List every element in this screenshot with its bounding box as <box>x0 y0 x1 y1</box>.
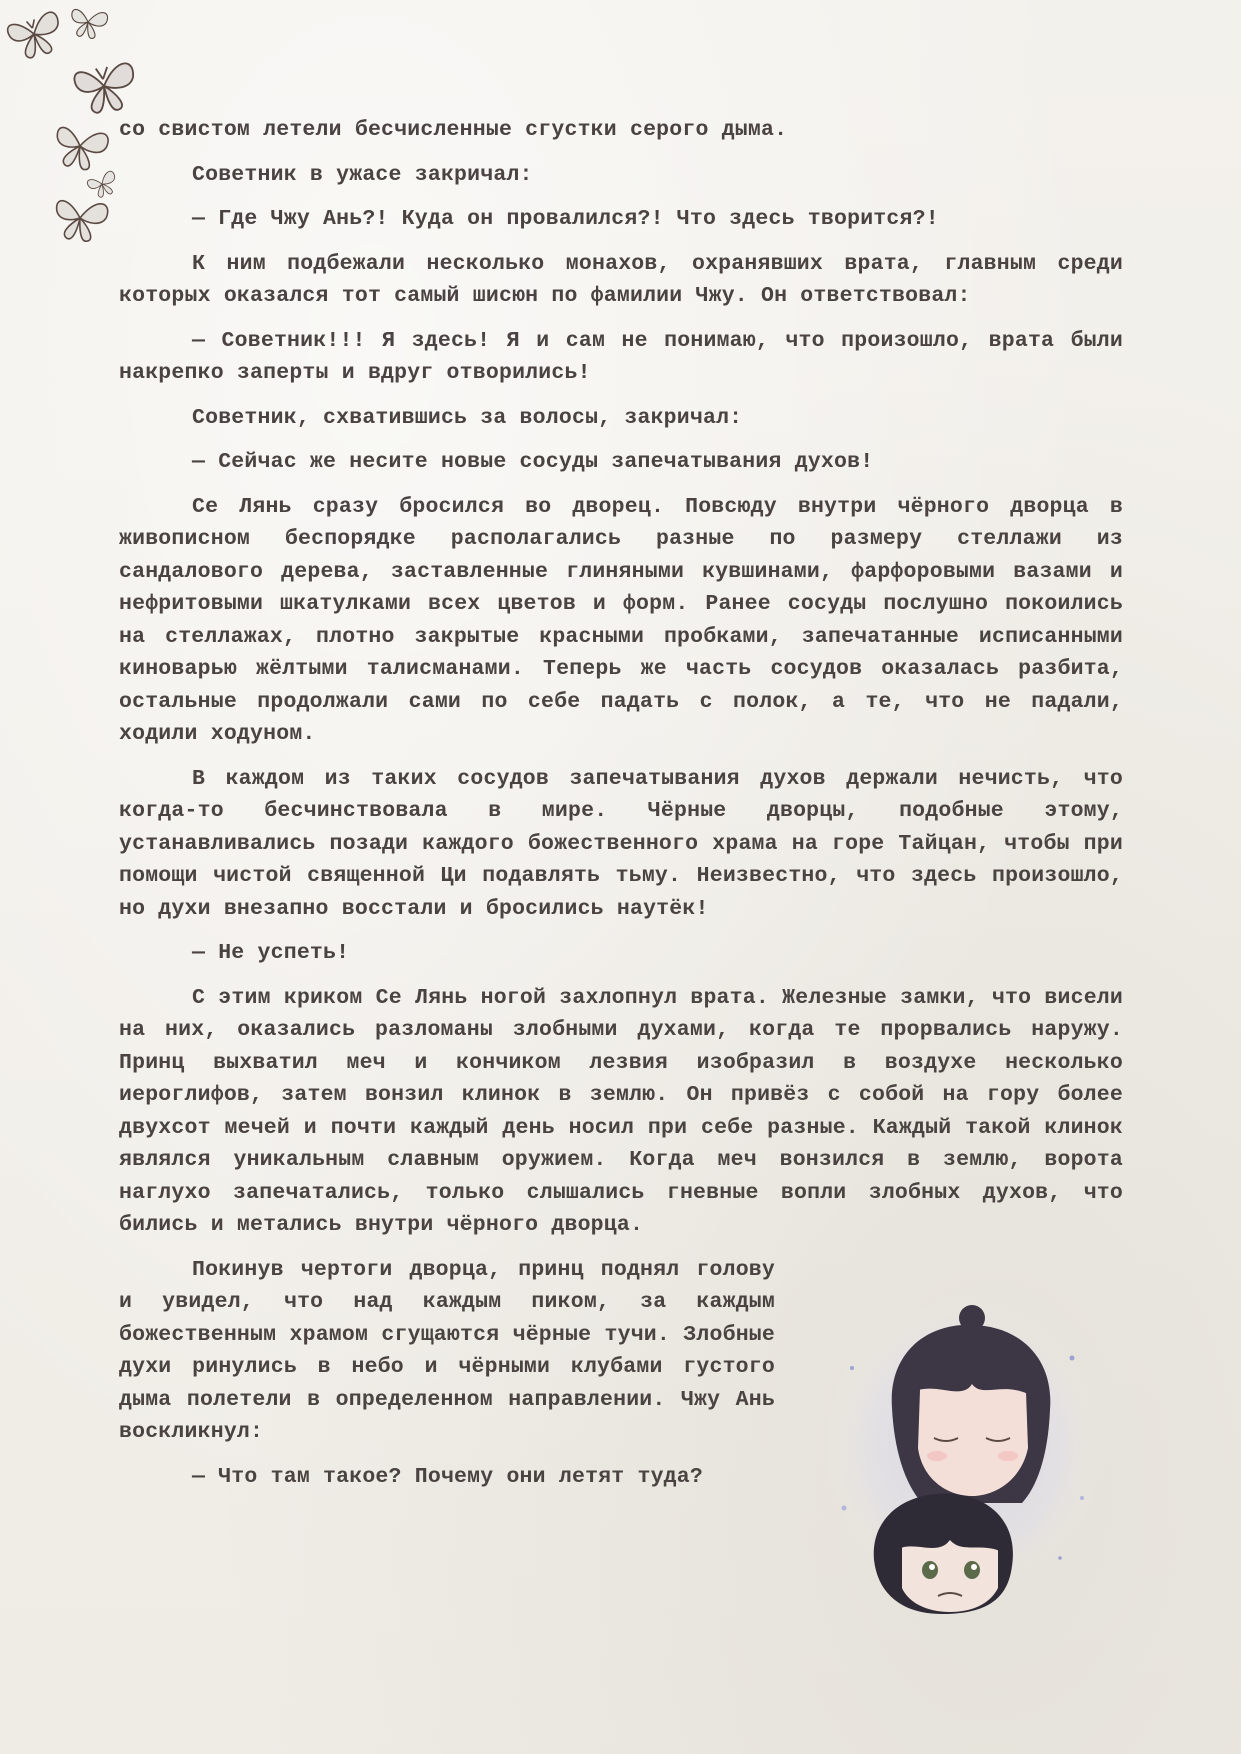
paragraph: К ним подбежали несколько монахов, охранявших врата, главным среди которых оказался тот самый шисюн по фамилии Чжу. Он ответствовал: <box>119 251 1123 308</box>
paragraph: со свистом летели бесчисленные сгустки серого дыма. <box>119 118 788 142</box>
paragraph: Советник в ужасе закричал: <box>192 162 533 187</box>
paragraph: Советник, схватившись за волосы, закричал: <box>192 405 743 430</box>
paragraph: Покинув чертоги дворца, принц поднял голову и увидел, что над каждым пиком, за каждым божественным храмом сгущаются чёрные тучи. Злобные духи ринулись в небо и чёрными клубами густого дыма полетели в определенном направлении. Чжу Ань воскликнул: <box>119 1257 775 1444</box>
dialogue-line: — Советник!!! Я здесь! Я и сам не понимаю, что произошло, врата были накрепко заперты и вдруг отворились! <box>119 328 1123 385</box>
butterfly-icon <box>73 62 138 115</box>
butterfly-icon <box>52 198 108 244</box>
story-text <box>119 114 1123 1505</box>
dialogue-line: — Что там такое? Почему они летят туда? <box>192 1464 703 1489</box>
dialogue-line: — Где Чжу Ань?! Куда он провалился?! Что здесь творится?! <box>192 207 939 231</box>
paragraph: Се Лянь сразу бросился во дворец. Повсюду внутри чёрного дворца в живописном беспорядке располагались разные по размеру стеллажи из сандалового дерева, заставленные глиняными кувшинами, фарфоровыми вазами и нефритовыми шкатулками всех цветов и форм. Ранее сосуды послушно покоились на стеллажах, плотно закрытые красными пробками, запечатанные исписанными киноварью жёлтыми талисманами. Теперь же часть сосудов оказалась разбита, остальные продолжали сами по себе падать с полок, а те, что не падали, ходили ходуном. <box>119 494 1123 746</box>
butterfly-icon <box>86 170 120 200</box>
chibi-illustration <box>822 1298 1106 1616</box>
paragraph: С этим криком Се Лянь ногой захлопнул врата. Железные замки, что висели на них, оказались разломаны злобными духами, когда те прорвались наружу. Принц выхватил меч и кончиком лезвия изобразил в воздухе несколько иероглифов, затем вонзил клинок в землю. Он привёз с собой на гору более двухсот мечей и почти каждый день носил при себе разные. Каждый такой клинок являлся уникальным славным оружием. Когда меч вонзился в землю, ворота наглухо запечатались, только слышались гневные вопли злобных духов, что бились и метались внутри чёрного дворца. <box>119 985 1123 1237</box>
dialogue-line: — Не успеть! <box>192 941 350 965</box>
butterfly-icon <box>68 7 108 40</box>
butterfly-icon <box>51 124 109 173</box>
paragraph: В каждом из таких сосудов запечатывания духов держали нечисть, что когда-то бесчинствовала в мире. Чёрные дворцы, подобные этому, устанавливались позади каждого божественного храма на горе Тайцан, чтобы при помощи чистой священной Ци подавлять тьму. Неизвестно, что здесь произошло, но духи внезапно восстали и бросились наутёк! <box>119 766 1123 921</box>
dialogue-line: — Сейчас же несите новые сосуды запечатывания духов! <box>192 450 874 474</box>
butterfly-icon <box>6 11 66 62</box>
